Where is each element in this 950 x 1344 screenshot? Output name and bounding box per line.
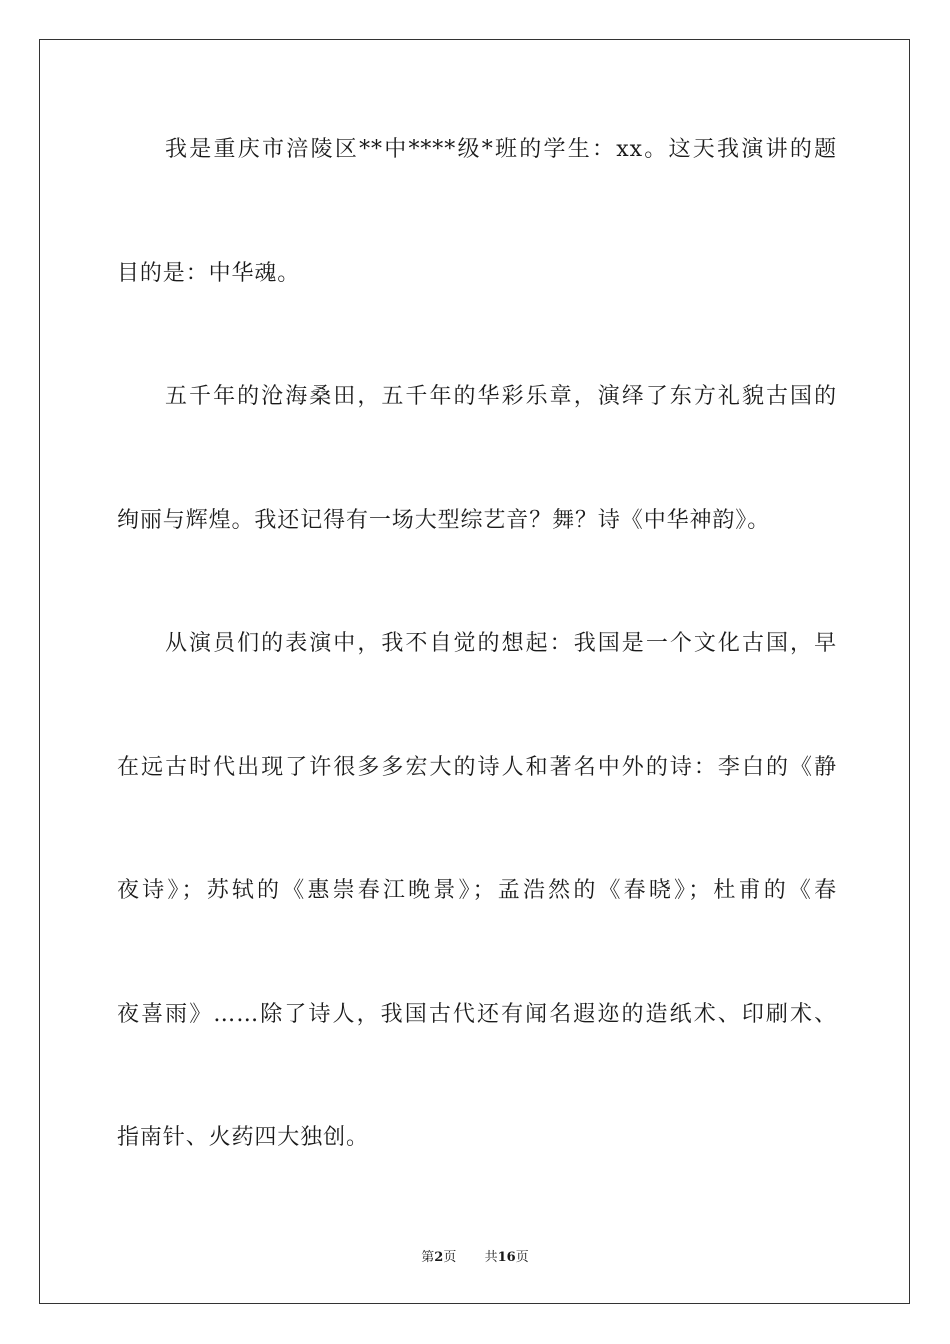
text-line: 我是重庆市涪陵区**中****级*班的学生：xx。这天我演讲的题: [165, 137, 837, 162]
page-number: 2: [434, 1250, 444, 1265]
text-line: 指南针、火药四大独创。: [117, 1125, 369, 1150]
paragraph-2: [117, 367, 837, 614]
page-prefix: 第: [421, 1250, 435, 1265]
page-footer: [0, 1246, 950, 1265]
total-pages: 16: [497, 1250, 516, 1265]
text-line: 目的是：中华魂。: [117, 260, 301, 286]
page-suffix: 页: [443, 1250, 457, 1265]
total-prefix: 共: [484, 1250, 498, 1265]
text-line: 夜喜雨》……除了诗人，我国古代还有闻名遐迩的造纸术、印刷术、: [117, 1001, 837, 1027]
paragraph-1: [117, 120, 837, 367]
document-body: [117, 120, 837, 1232]
total-suffix: 页: [515, 1250, 529, 1265]
paragraph-3: [117, 614, 837, 1232]
text-line: 五千年的沧海桑田，五千年的华彩乐章，演绎了东方礼貌古国的: [165, 384, 837, 409]
text-line: 绚丽与辉煌。我还记得有一场大型综艺音？舞？诗《中华神韵》。: [117, 507, 771, 533]
text-line: 夜诗》；苏轼的《惠崇春江晚景》；孟浩然的《春晓》；杜甫的《春: [117, 878, 837, 903]
text-line: 在远古时代出现了许很多多宏大的诗人和著名中外的诗：李白的《静: [117, 754, 837, 780]
text-line: 从演员们的表演中，我不自觉的想起：我国是一个文化古国，早: [165, 631, 837, 656]
